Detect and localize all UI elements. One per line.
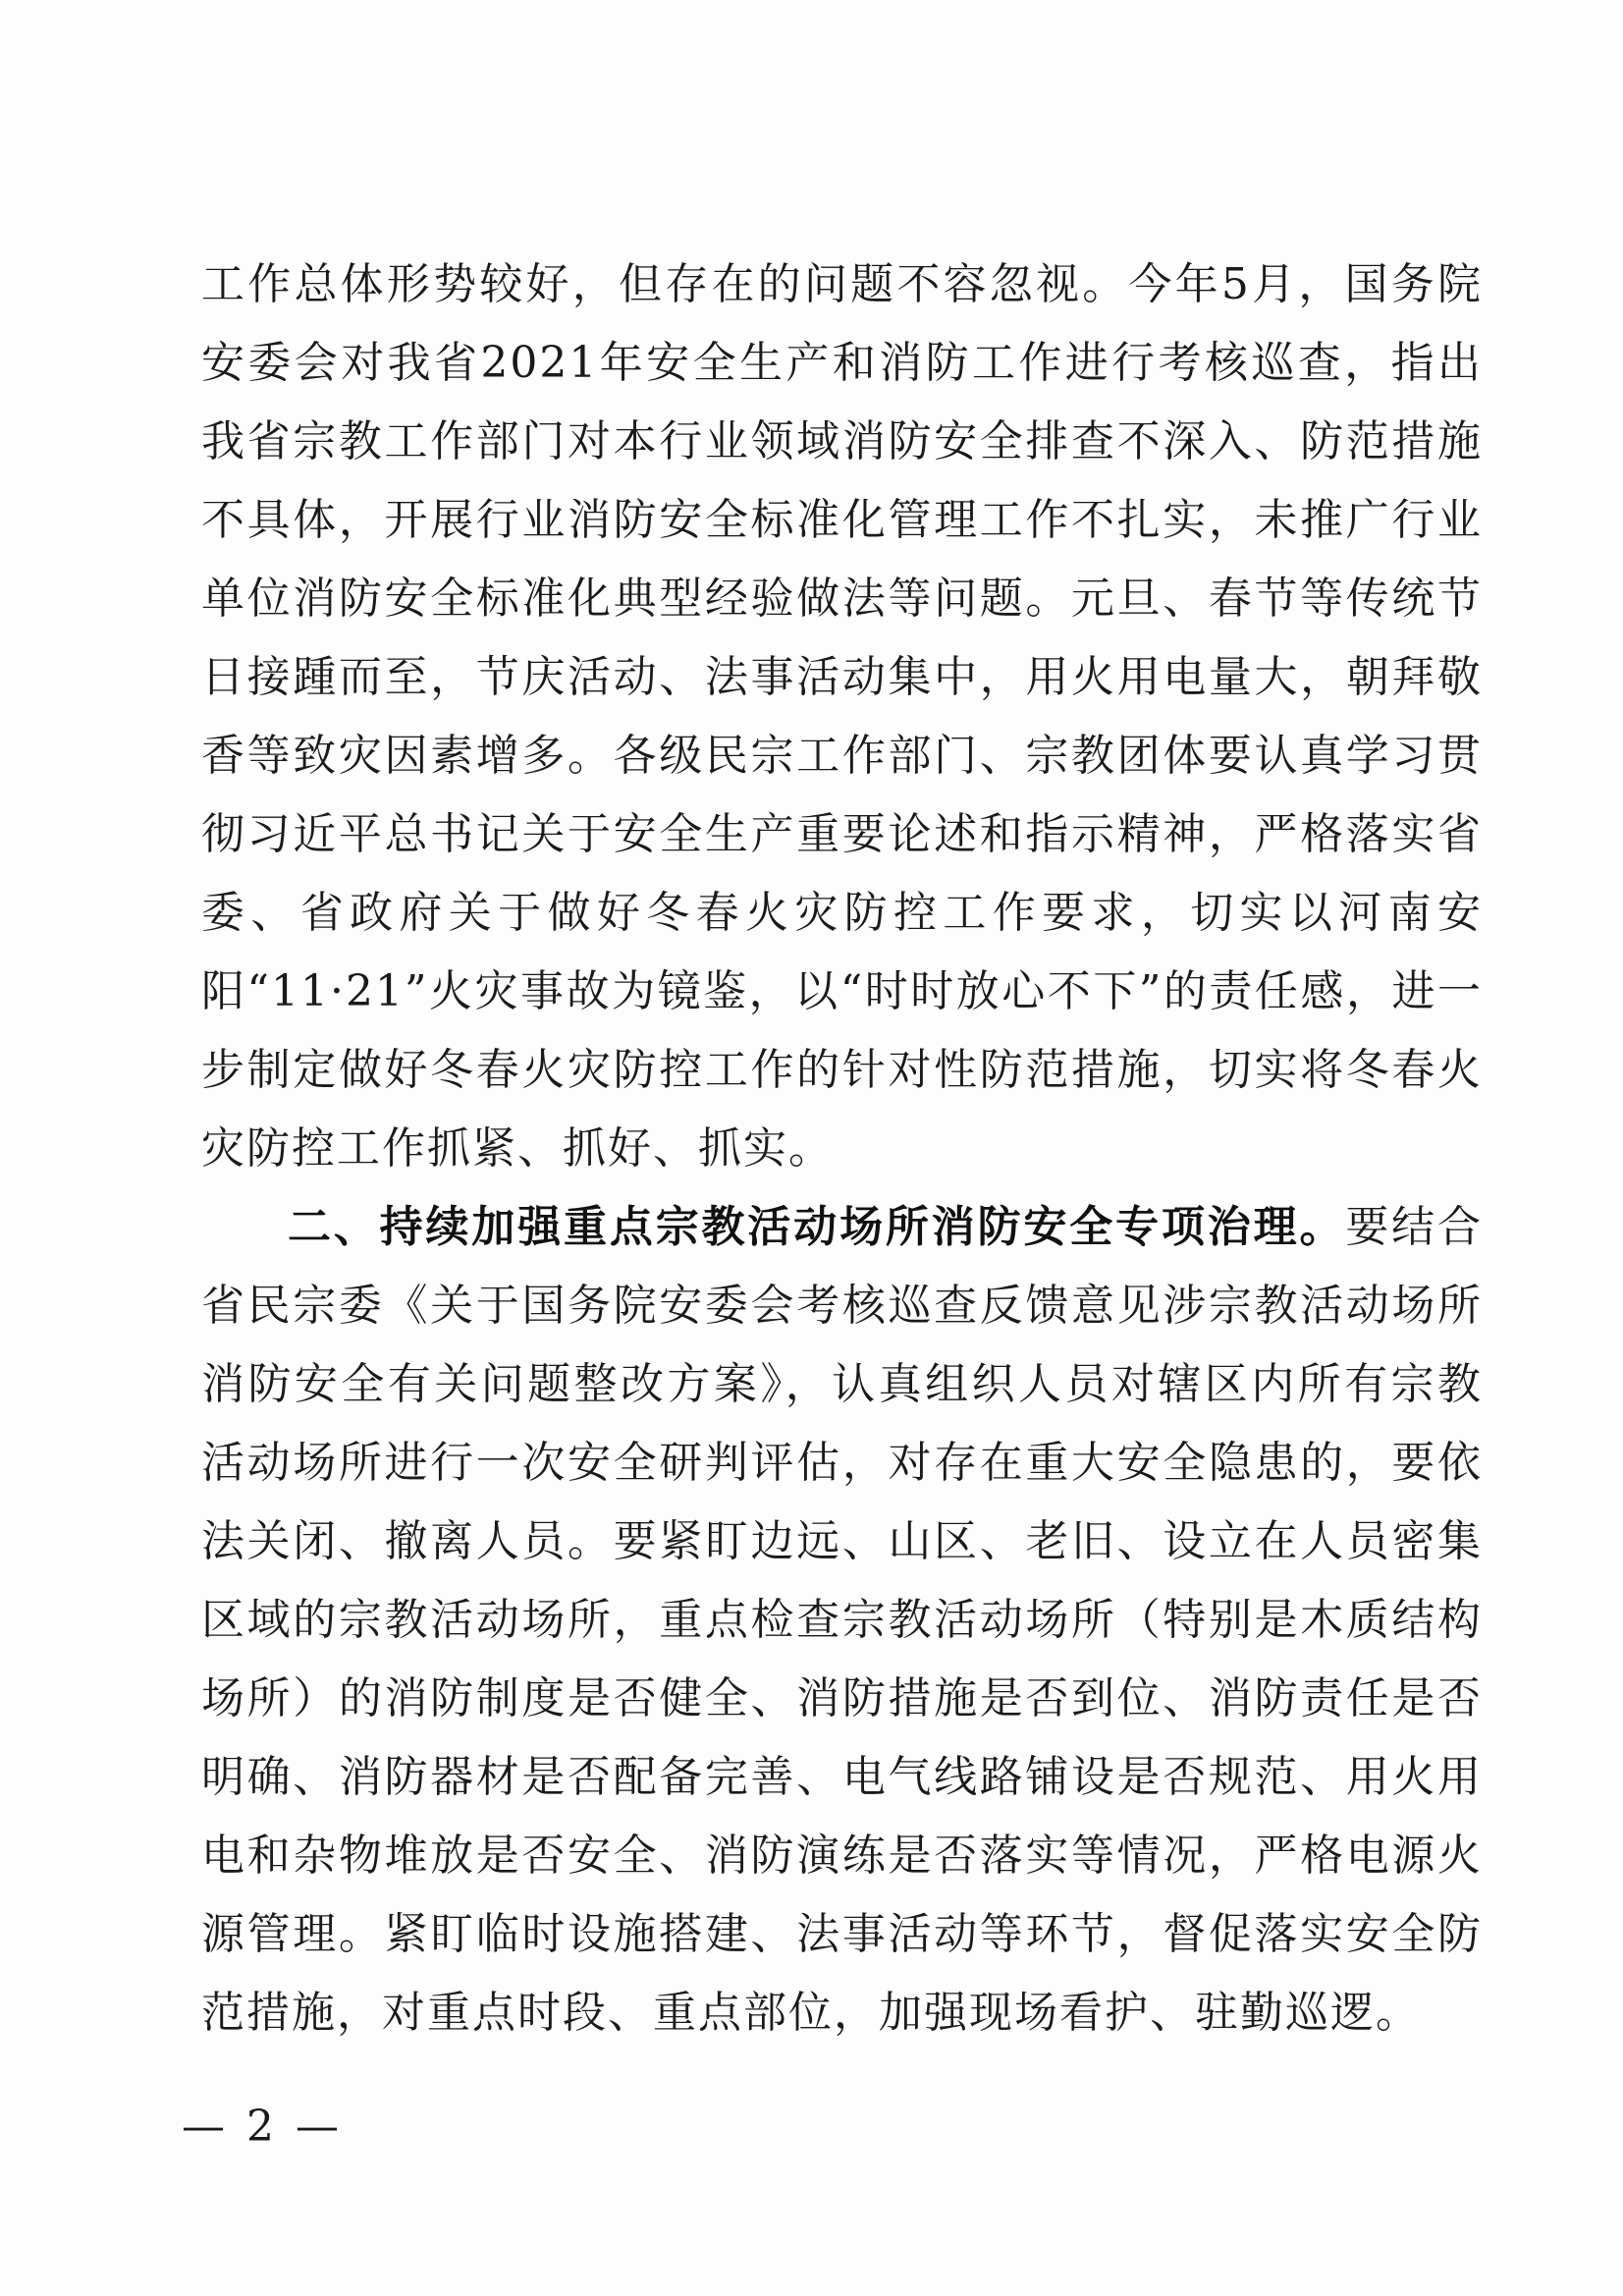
page-number: — 2 — xyxy=(182,2102,343,2152)
section-2-heading: 二、持续加强重点宗教活动场所消防安全专项治理。 xyxy=(288,1202,1346,1252)
section-2-body: 要结合省民宗委《关于国务院安委会考核巡查反馈意见涉宗教活动场所消防安全有关问题整改方案》，认真组织人员对辖区内所有宗教活动场所进行一次安全研判评估，对存在重大安全隐患的，要依法关闭、撤离人员。要紧盯边远、山区、老旧、设立在人员密集区域的宗教活动场所，重点检查宗教活动场所（特别是木质结构场所）的消防制度是否健全、消防措施是否到位、消防责任是否明确、消防器材是否配备完善、电气线路铺设是否规范、用火用电和杂物堆放是否安全、消防演练是否落实等情况，严格电源火源管理。紧盯临时设施搭建、法事活动等环节，督促落实安全防范措施，对重点时段、重点部位，加强现场看护、驻勤巡逻。 xyxy=(201,1202,1484,2038)
paragraph-continuation: 工作总体形势较好，但存在的问题不容忽视。今年5月，国务院安委会对我省2021年安全生产和消防工作进行考核巡查，指出我省宗教工作部门对本行业领域消防安全排查不深入、防范措施不具体，开展行业消防安全标准化管理工作不扎实，未推广行业单位消防安全标准化典型经验做法等问题。元旦、春节等传统节日接踵而至，节庆活动、法事活动集中，用火用电量大，朝拜敬香等致灾因素增多。各级民宗工作部门、宗教团体要认真学习贯彻习近平总书记关于安全生产重要论述和指示精神，严格落实省委、省政府关于做好冬春火灾防控工作要求，切实以河南安阳“11·21”火灾事故为镜鉴，以“时时放心不下”的责任感，进一步制定做好冬春火灾防控工作的针对性防范措施，切实将冬春火灾防控工作抓紧、抓好、抓实。 xyxy=(201,259,1483,1174)
section-2-paragraph xyxy=(201,1188,1483,2052)
document-body xyxy=(201,246,1483,2052)
